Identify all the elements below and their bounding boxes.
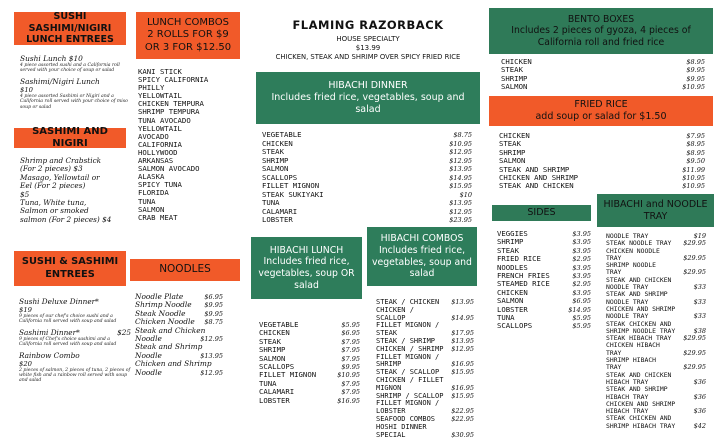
item-name: VEGETABLE — [259, 320, 299, 329]
item-price: $10.95 — [682, 182, 705, 191]
list-item — [499, 132, 705, 140]
item-name: FILLET MIGNON / — [376, 352, 440, 361]
item-price: $12.95 — [449, 148, 472, 156]
item-name: CALAMARI — [259, 387, 295, 397]
tray-title-1: HIBACHI and NOODLE — [603, 198, 708, 210]
item-price: $6.95 — [204, 293, 223, 301]
item-name: SCALLOPS — [497, 321, 533, 331]
list-item — [262, 157, 472, 166]
item-price: $8.95 — [686, 140, 705, 149]
item-price: $38 — [693, 326, 706, 335]
lunch-combos-title-2: 2 ROLLS FOR $9 — [147, 29, 229, 41]
item-name: STEAK AND CHICKEN — [499, 181, 574, 191]
item-price: $7.95 — [686, 132, 705, 140]
item-name: SHRIMP NOODLE — [606, 261, 657, 270]
item-name: Chicken and Shrimp — [135, 359, 212, 369]
item-price: $2.95 — [572, 255, 591, 264]
item-name: STEAK AND CHICKEN — [606, 370, 672, 379]
noodles-header — [130, 259, 240, 281]
list-item: Shrimp and Crabstick — [20, 156, 102, 165]
tray-title-2: TRAY — [643, 210, 668, 222]
item-price: $29.95 — [683, 348, 706, 357]
item-name: STEAK — [376, 329, 398, 338]
item-price: $3.95 — [572, 230, 591, 238]
item-price: $33 — [693, 312, 706, 321]
sushi-entrees-title-1: SUSHI & SASHIMI — [21, 256, 119, 268]
item-name: FLORIDA — [138, 188, 169, 198]
list-item: Eel (For 2 pieces) — [20, 181, 86, 191]
item-price: $14.95 — [451, 313, 474, 322]
item-name: STEAK AND SHRIMP — [606, 290, 668, 299]
sushi-lunch-title-2: LUNCH ENTREES — [26, 34, 114, 46]
item-name: YELLOWTAIL — [138, 123, 182, 133]
item-name: STEAK — [262, 147, 284, 156]
list-item: salmon (For 2 pieces) $4 — [20, 214, 112, 224]
item-name: CHICKEN / — [376, 305, 414, 314]
item-name: SHRIMP — [499, 147, 526, 157]
item-name: STEAK — [499, 139, 521, 149]
restaurant-name: FLAMING RAZORBACK — [292, 18, 444, 32]
item-price: $11.99 — [682, 165, 705, 174]
item-name: SALMON — [499, 156, 526, 166]
item-price: $12.95 — [200, 335, 223, 344]
specialty-desc: CHICKEN, STEAK AND SHRIMP OVER SPICY FRIED RICE — [275, 53, 461, 61]
sushi-entrees-title-2: ENTREES — [45, 268, 95, 280]
hibachi-dinner-header — [256, 72, 480, 124]
list-item — [499, 182, 705, 190]
list-item — [606, 423, 706, 430]
item-price: $16.95 — [337, 396, 360, 405]
item-price: $25 — [117, 327, 131, 337]
bento-boxes-title-2: Includes 2 pieces of gyoza, 4 pieces of California roll and fried rice — [511, 25, 691, 48]
item-name: CHICKEN TEMPURA — [138, 99, 204, 109]
item-price: $10 — [459, 190, 472, 199]
item-name: FILLET MIGNON / — [376, 321, 440, 330]
item-name: SHRIMP HIBACH TRAY — [606, 421, 676, 430]
item-price: $22.95 — [451, 407, 474, 416]
sides-header — [492, 205, 591, 221]
item-price: $13.95 — [451, 298, 474, 306]
rolls-list — [138, 68, 238, 222]
item-name: STEAMED RICE — [497, 279, 550, 289]
item-name: TUNA AVOCADO — [138, 115, 191, 125]
item-name: SCALLOP — [376, 313, 406, 322]
item-price: $33 — [693, 297, 706, 306]
item-name: STEAK SUKIYAKI — [262, 189, 324, 199]
item-name: STEAK AND SHRIMP — [606, 385, 668, 394]
item-price: $10.95 — [682, 174, 705, 183]
item-price: $3.95 — [572, 246, 591, 255]
item-name: LOBSTER — [259, 395, 290, 405]
item-name: PHILLY — [138, 83, 165, 93]
item-price: $3.95 — [572, 288, 591, 297]
item-price: $5.95 — [572, 322, 591, 331]
item-name: Noodle — [135, 350, 162, 360]
list-item — [262, 140, 472, 149]
item-name: STEAK — [259, 336, 281, 346]
item-desc: 4 piece assorted Sashimi or Nigiri and a California roll served with your choice of miso soup or salad — [20, 93, 128, 110]
item-price: $15.95 — [451, 391, 474, 400]
item-name: HIBACH TRAY — [606, 377, 649, 386]
item-name: MIGNON — [376, 383, 402, 392]
item-name: Sushi Lunch — [20, 54, 67, 63]
sushi-lunch-list — [20, 54, 128, 110]
item-name: CHICKEN AND SHRIMP — [606, 399, 676, 408]
item-price: $7.95 — [341, 388, 360, 397]
item-name: CRAB MEAT — [138, 212, 178, 222]
item-name: LOBSTER — [497, 304, 528, 314]
item-price: $33 — [693, 283, 706, 292]
item-name: FILLET MIGNON / — [376, 399, 440, 408]
list-item — [501, 83, 705, 91]
item-name: HOSHI DINNER — [376, 422, 427, 431]
item-name: Noodle — [135, 334, 162, 344]
item-price: $10.95 — [337, 371, 360, 380]
item-name: NOODLE TRAY — [606, 312, 649, 321]
item-name: HIBACH TRAY — [606, 392, 649, 401]
hibachi-dinner-list — [262, 131, 472, 225]
bento-boxes-title-1: BENTO BOXES — [567, 13, 635, 25]
hibachi-lunch-title: HIBACHI LUNCH Includes fried rice, vegetables, soup OR salad — [258, 244, 355, 291]
item-name: CHICKEN — [499, 131, 530, 140]
item-price: $15.95 — [451, 368, 474, 377]
item-name: SHRIMP — [376, 360, 402, 369]
hibachi-dinner-title-2: Includes fried rice, vegetables, soup and salad — [271, 92, 465, 115]
item-name: SALMON — [497, 296, 524, 306]
hibachi-combos-header — [367, 227, 477, 286]
item-price: $10.95 — [682, 83, 705, 92]
item-name: LOBSTER — [376, 407, 406, 416]
list-item — [262, 216, 472, 225]
item-name: STEAK HIBACH TRAY — [606, 334, 672, 343]
item-name: KANI STICK — [138, 67, 182, 76]
hibachi-dinner-title-1: HIBACHI DINNER — [328, 80, 408, 92]
specialty-label: HOUSE SPECIALTY — [336, 35, 400, 43]
list-item — [259, 397, 360, 405]
item-name: Shrimp Noodle — [135, 300, 192, 310]
item-name: SCALLOPS — [259, 362, 295, 372]
list-item — [499, 140, 705, 148]
item-name: NOODLE TRAY — [606, 232, 649, 240]
item-name: TUNA — [259, 378, 277, 388]
item-name: STEAK — [497, 245, 519, 255]
restaurant-header — [256, 18, 480, 61]
item-name: CHICKEN / SHRIMP — [376, 344, 444, 353]
sashimi-nigiri-list — [20, 157, 120, 224]
item-price: $12.95 — [200, 368, 223, 377]
item-name: CHICKEN — [497, 287, 528, 297]
item-price: $12.95 — [449, 207, 472, 216]
list-item — [501, 66, 705, 74]
item-name: TRAY — [606, 348, 622, 357]
item-name: YELLOWTAIL — [138, 91, 182, 101]
item-name: CHICKEN NOODLE — [606, 246, 660, 255]
item-price: $9.50 — [686, 157, 705, 166]
sushi-lunch-title-1: SUSHI SASHIMI/NIGIRI — [28, 10, 112, 34]
sides-title: SIDES — [527, 207, 556, 219]
sushi-entrees-header — [14, 251, 126, 286]
item-price: $8.95 — [686, 148, 705, 157]
lunch-combos-header — [136, 12, 240, 59]
item-price: $5.95 — [572, 314, 591, 323]
list-item — [499, 149, 705, 157]
item-price: $6.95 — [341, 329, 360, 338]
item-name: SPECIAL — [376, 430, 406, 439]
list-item: Salmon or smoked — [20, 206, 89, 216]
item-price: $16.95 — [451, 383, 474, 392]
item-price: $7.95 — [341, 346, 360, 355]
item-name: STEAK / SCALLOP — [376, 368, 440, 377]
item-name: VEGETABLE — [262, 130, 302, 139]
item-name: ALASKA — [138, 172, 165, 182]
item-price: $29.95 — [683, 363, 706, 372]
item-price: $13.95 — [200, 351, 223, 360]
item-name: FRIED RICE — [497, 254, 541, 264]
item-name: STEAK / SHRIMP — [376, 336, 436, 345]
hibachi-lunch-list — [259, 321, 360, 405]
item-price: $6.95 — [572, 297, 591, 306]
item-price: $10 — [20, 85, 33, 94]
item-price: $36 — [693, 407, 706, 416]
item-name: Steak Noodle — [135, 308, 186, 318]
item-price: $36 — [693, 377, 706, 386]
item-name: SHRIMP NOODLE TRAY — [606, 326, 676, 335]
item-price: $9.95 — [686, 74, 705, 83]
item-price: $5.95 — [341, 321, 360, 329]
noodles-list — [135, 293, 223, 377]
item-price: $9.95 — [204, 309, 223, 318]
item-name: CALAMARI — [262, 206, 298, 216]
sashimi-nigiri-title: SASHIMI AND NIGIRI — [32, 125, 108, 149]
tray-list — [606, 233, 706, 430]
item-price: $7.95 — [341, 354, 360, 363]
item-price: $29.95 — [683, 253, 706, 262]
specialty-price: $13.99 — [355, 44, 381, 52]
item-name: FILLET MIGNON — [259, 370, 317, 380]
item-price: $3.95 — [572, 263, 591, 272]
list-item: Masago, Yellowtail or — [20, 172, 100, 182]
list-item: (For 2 pieces) $3 — [20, 164, 83, 174]
list-item — [262, 208, 472, 217]
item-name: CHICKEN — [501, 57, 532, 66]
item-price: $22.95 — [451, 414, 474, 423]
list-item: Tuna, White tuna, — [20, 198, 87, 208]
item-name: SHRIMP — [501, 73, 528, 83]
fried-rice-header — [489, 96, 713, 126]
item-price: $9.95 — [686, 66, 705, 75]
item-name: SPICY TUNA — [138, 180, 182, 190]
item-price: $20 — [19, 359, 32, 368]
item-name: STEAK NOODLE TRAY — [606, 239, 672, 248]
item-price: $17.95 — [451, 329, 474, 338]
item-name: CHICKEN AND SHRIMP — [606, 304, 676, 313]
item-name: FILLET MIGNON — [262, 181, 320, 190]
item-desc: 4 piece assorted sushi and a California roll served with your choice of soup or salad — [20, 63, 120, 74]
item-name: SALMON AVOCADO — [138, 164, 200, 174]
item-name: Chicken Noodle — [135, 317, 195, 327]
list-item — [135, 369, 223, 377]
item-name: CHICKEN — [259, 328, 290, 338]
item-name: FRENCH FRIES — [497, 271, 550, 281]
item-name: Steak and Shrimp — [135, 342, 203, 352]
item-name: SHRIMP — [259, 345, 286, 355]
item-name: TUNA — [262, 198, 280, 207]
item-price: $29.95 — [683, 268, 706, 277]
bento-boxes-header — [489, 8, 713, 54]
item-price: $14.95 — [568, 305, 591, 314]
item-price: $13.95 — [451, 336, 474, 345]
item-name: Noodle — [135, 367, 162, 377]
item-price: $12.95 — [451, 344, 474, 353]
item-desc: 9 pieces of our chef's choice sushi and a California roll served with soup and salad — [19, 314, 117, 325]
item-price: $9.95 — [204, 301, 223, 310]
item-price: $12.95 — [449, 156, 472, 165]
list-item — [138, 214, 238, 222]
item-desc: 2 pieces of salmon, 2 pieces of tuna, 2 pieces of white fish and a rainbow roll served with soup and salad — [19, 367, 131, 384]
list-item — [262, 191, 472, 200]
item-name: SALMON — [138, 204, 165, 214]
item-desc: 9 pieces of Chef's choice sashimi and a California roll served with soup and salad — [19, 336, 117, 348]
bento-list — [501, 58, 705, 92]
item-price: $3.95 — [572, 272, 591, 281]
item-price: $23.95 — [449, 216, 472, 224]
list-item — [376, 432, 474, 439]
item-name: NOODLE TRAY — [606, 297, 649, 306]
item-price: $8.75 — [453, 131, 472, 139]
item-price: $2.95 — [572, 280, 591, 289]
item-price: $36 — [693, 392, 706, 401]
item-name: SHRIMP / SCALLOP — [376, 391, 444, 400]
item-name: SHRIMP — [497, 237, 524, 247]
list-item — [262, 131, 472, 140]
item-name: STEAK AND CHICKEN — [606, 275, 672, 284]
item-name: SHRIMP — [262, 155, 289, 165]
item-name: SHRIMP TEMPURA — [138, 107, 200, 117]
item-name: HIBACH TRAY — [606, 407, 649, 416]
item-name: SEAFOOD COMBOS — [376, 414, 436, 423]
item-price: $29.95 — [683, 334, 706, 343]
item-name: AVOCADO — [138, 131, 169, 141]
item-name: TUNA — [497, 313, 515, 323]
item-name: TUNA — [138, 196, 156, 206]
item-name: Sashimi Dinner* — [19, 327, 80, 337]
fried-rice-title-1: FRIED RICE — [574, 99, 628, 111]
item-price: $13.95 — [449, 199, 472, 207]
item-name: STEAK CHICKEN AND — [606, 414, 672, 423]
item-name: LOBSTER — [262, 215, 293, 224]
lunch-combos-title-3: OR 3 FOR $12.50 — [144, 41, 232, 53]
item-name: CHICKEN AND SHRIMP — [499, 173, 579, 183]
item-name: SALMON — [259, 353, 286, 363]
item-name: STEAK — [501, 65, 523, 75]
item-name: TRAY — [606, 363, 622, 372]
item-price: $29.95 — [683, 239, 706, 248]
item-price: $7.95 — [341, 337, 360, 346]
fried-rice-title-2: add soup or salad for $1.50 — [535, 111, 667, 122]
item-name: ARKANSAS — [138, 156, 174, 166]
item-price: $30.95 — [451, 430, 474, 439]
item-price: $19 — [693, 232, 706, 240]
fried-rice-list — [499, 132, 705, 191]
item-price: $42 — [693, 421, 706, 430]
sashimi-nigiri-header — [14, 125, 126, 149]
item-price: $19 — [19, 306, 32, 314]
item-price: $7.95 — [341, 379, 360, 388]
hibachi-combos-title: HIBACHI COMBOS Includes fried rice, vegetables, soup and salad — [372, 233, 472, 280]
item-name: Rainbow Combo — [19, 350, 80, 360]
list-item — [501, 58, 705, 66]
sides-list — [497, 230, 591, 331]
item-name: STEAK CHICKEN AND — [606, 319, 672, 328]
list-item — [497, 322, 591, 330]
item-name: SALMON — [262, 164, 289, 173]
item-price: $10.95 — [449, 139, 472, 148]
item-price: $9.95 — [341, 363, 360, 372]
list-item — [262, 148, 472, 157]
item-name: TRAY — [606, 268, 622, 277]
item-name: STEAK / CHICKEN — [376, 298, 440, 306]
item-name: HOLLYWOOD — [138, 147, 178, 157]
lunch-combos-title-1: LUNCH COMBOS — [147, 16, 229, 28]
item-name: NOODLE TRAY — [606, 283, 649, 292]
noodles-title: NOODLES — [159, 263, 211, 276]
sushi-lunch-header — [14, 12, 126, 45]
item-price: $14.95 — [449, 173, 472, 182]
item-name: Sashimi/Nigiri Lunch — [20, 76, 100, 86]
item-name: CALIFORNIA — [138, 139, 182, 149]
item-price: $8.95 — [686, 58, 705, 66]
item-name: Steak and Chicken — [135, 325, 206, 335]
item-price: $8.75 — [204, 318, 223, 327]
item-name: CHICKEN — [262, 138, 293, 148]
item-name: SCALLOPS — [262, 172, 298, 182]
hibachi-lunch-header — [251, 237, 362, 299]
item-name: SPICY CALIFORNIA — [138, 75, 209, 85]
item-price: $3.95 — [572, 238, 591, 247]
item-name: CHICKEN HIBACH — [606, 341, 660, 350]
item-price: $15.95 — [449, 182, 472, 190]
item-name: SHRIMP HIBACH — [606, 356, 657, 365]
item-name: Noodle Plate — [135, 292, 184, 301]
item-name: SALMON — [501, 82, 528, 92]
item-price: $13.95 — [449, 165, 472, 173]
list-item: $5 — [20, 189, 30, 199]
tray-header — [597, 194, 714, 227]
item-price: $10 — [68, 54, 83, 63]
item-name: CHICKEN / FILLET — [376, 375, 444, 384]
item-price: $16.95 — [451, 360, 474, 369]
list-item — [501, 75, 705, 83]
item-name: Sushi Deluxe Dinner* — [19, 297, 99, 306]
item-name: TRAY — [606, 253, 622, 262]
sushi-entrees-list — [19, 297, 131, 384]
item-name: STEAK AND SHRIMP — [499, 164, 570, 174]
item-name: VEGGIES — [497, 229, 528, 238]
hibachi-combos-list — [376, 299, 474, 439]
item-name: NOODLES — [497, 262, 528, 272]
